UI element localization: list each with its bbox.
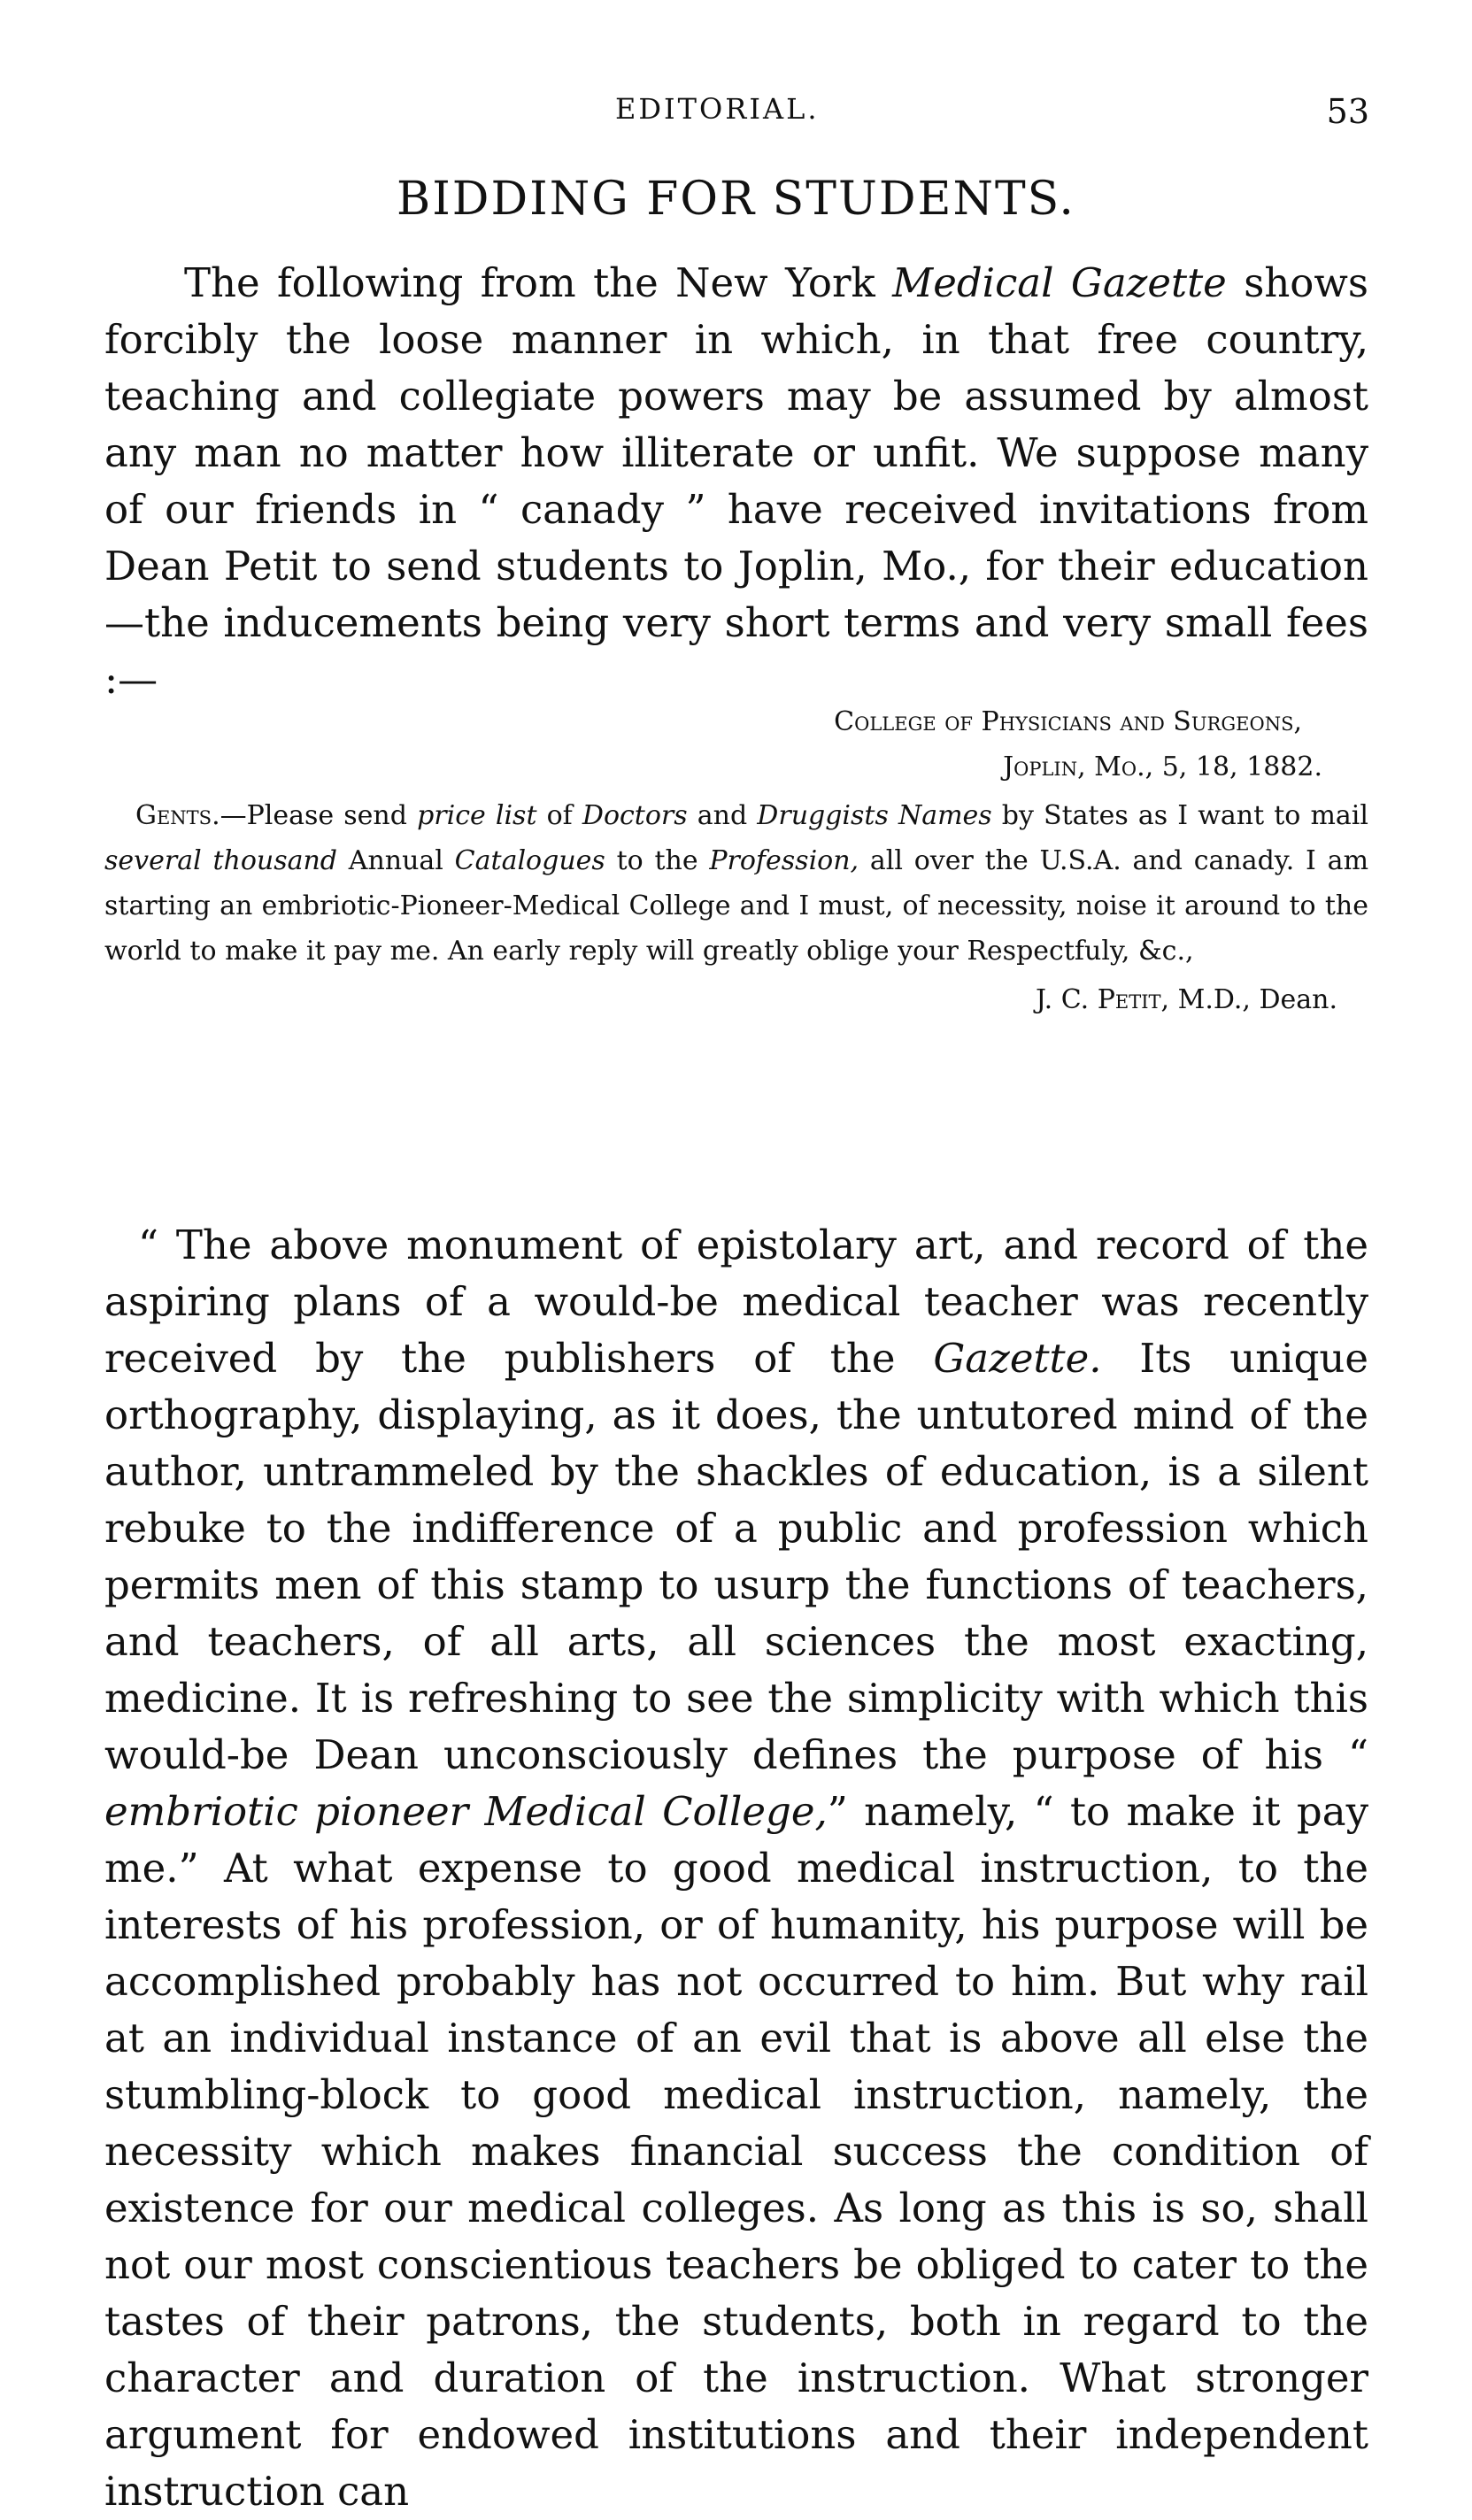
letter-seg-4: Doctors [582, 800, 688, 831]
letter-seg-2: price list [417, 800, 537, 831]
signature-name: Petit [1097, 984, 1161, 1015]
commentary-text-2: Its unique orthography, displaying, as it does, the untutored mind of the author, untrammeled by the shackles of education, is a silent rebuke to the indifference of a public and profession which permits men of this stamp to usurp the functions of teachers, and teachers, of all arts, all sciences the most exacting, medicine. It is refreshing to see the simplicity with which this would-be Dean unconsciously defines the purpose of his “ [104, 1335, 1368, 1778]
letter-salutation: Gents. [135, 800, 220, 831]
letter-signature [104, 977, 1368, 1022]
letter-seg-13: all over the U.S.A. and canady. I am starting an embriotic-Pioneer-Medical College and I must, of necessity, noise it around to the world to make it pay me. An early reply will greatly oblige your Respectfuly, &c., [104, 845, 1369, 967]
letter-seg-1: —Please send [220, 800, 418, 831]
letter-body [104, 793, 1368, 974]
quoted-letter [104, 699, 1368, 1022]
signature-initials: J. C. [1035, 984, 1098, 1015]
letter-seg-6: Druggists Names [757, 800, 992, 831]
letter-institution: College of Physicians and Surgeons, [834, 706, 1302, 737]
commentary-text-3: ” namely, “ to make it pay me.” At what expense to good medical instruction, to the interests of his profession, or of humanity, his purpose will be accomplished probably has not occurred to him. But why rail at an individual instance of an evil that is above all else the stumbling-block to good medical instruction, namely, the necessity which makes financial success the condition of existence for our medical colleges. As long as this is so, shall not our most conscientious teachers be obliged to cater to the tastes of their patrons, the students, both in regard to the character and duration of the instruction. What stronger argument for endowed institutions and their independent instruction can [104, 1788, 1368, 2515]
letter-seg-9: Annual [337, 845, 455, 876]
journal-name: Medical Gazette [892, 259, 1227, 306]
college-quote: embriotic pioneer Medical College, [104, 1788, 828, 1835]
letter-seg-11: to the [605, 845, 710, 876]
intro-text-2: shows forcibly the loose manner in which, in that free country, teaching and collegiate powers may be assumed by almost any man no matter how illiterate or unfit. We suppose many of our friends in “ canady ” have received invitations from Dean Petit to send students to Joplin, Mo., for their education—the inducements being very short terms and very small fees :— [104, 259, 1369, 703]
letter-seg-3: of [536, 800, 582, 831]
commentary-text-1: “ The above monument of epistolary art, and record of the aspiring plans of a would-be medical teacher was recently received by the publishers of the [104, 1221, 1368, 1382]
running-title: EDITORIAL. [615, 92, 820, 126]
article-title: BIDDING FOR STUDENTS. [397, 173, 1075, 226]
letter-seg-7: by States as I want to mail [991, 800, 1368, 831]
page-number: 53 [1326, 92, 1369, 131]
signature-title: , M.D., Dean. [1160, 984, 1337, 1015]
gazette-name: Gazette. [933, 1335, 1102, 1382]
intro-paragraph [104, 255, 1368, 708]
running-head [0, 92, 1472, 138]
letter-seg-8: several thousand [104, 845, 338, 876]
letter-seg-10: Catalogues [454, 845, 605, 876]
letter-place-date: Joplin, Mo., 5, 18, 1882. [1003, 751, 1322, 782]
letter-seg-12: Profession, [709, 845, 859, 876]
intro-text-1: The following from the New York [184, 259, 893, 306]
letter-seg-5: and [687, 800, 758, 831]
commentary-paragraph [104, 1217, 1368, 2520]
